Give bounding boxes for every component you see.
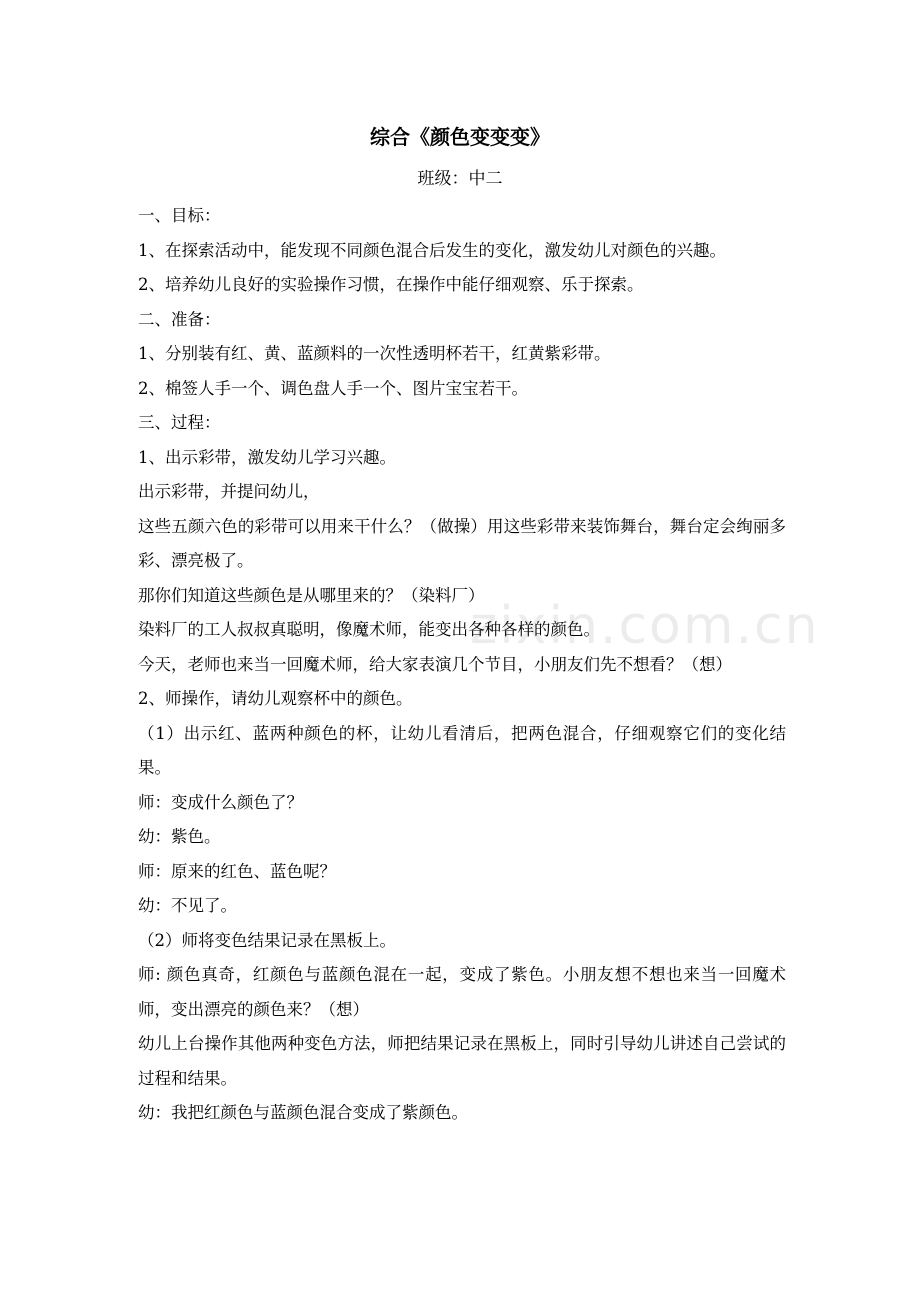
dialogue-line: 幼：不见了。 (138, 896, 237, 915)
document-body (138, 199, 786, 1131)
process-step-1: 1、出示彩带，激发幼儿学习兴趣。 (138, 447, 396, 467)
document-title: 综合《颜色变变变》 (370, 125, 550, 149)
paragraph: 这些五颜六色的彩带可以用来干什么？（做操）用这些彩带来装饰舞台，舞台定会绚丽多彩、漂亮极了。 (138, 516, 786, 570)
dialogue-line: 师：变成什么颜色了？ (138, 792, 303, 812)
preparation-item-2: 2、棉签人手一个、调色盘人手一个、图片宝宝若干。 (138, 378, 528, 398)
paragraph: 今天，老师也来当一回魔术师，给大家表演几个节目，小朋友们先不想看？（想） (138, 654, 732, 674)
watermark: zixin.com.cn (470, 596, 820, 656)
paragraph: 幼儿上台操作其他两种变色方法，师把结果记录在黑板上，同时引导幼儿讲述自己尝试的过程和结果。 (138, 1034, 786, 1088)
paragraph: 出示彩带，并提问幼儿， (138, 482, 320, 501)
section-heading-goals: 一、目标： (138, 206, 221, 225)
goal-item-1: 1、在探索活动中，能发现不同颜色混合后发生的变化，激发幼儿对颜色的兴趣。 (138, 240, 726, 260)
class-line: 班级：中二 (417, 169, 503, 189)
paragraph: （1）出示红、蓝两种颜色的杯，让幼儿看清后，把两色混合，仔细观察它们的变化结果。 (138, 723, 786, 777)
process-step-2: 2、师操作，请幼儿观察杯中的颜色。 (138, 689, 413, 708)
dialogue-line: 幼：紫色。 (138, 827, 221, 846)
dialogue-line: 幼：我把红颜色与蓝颜色混合变成了紫颜色。 (138, 1103, 468, 1122)
section-heading-process: 三、过程： (138, 413, 221, 432)
paragraph: （2）师将变色结果记录在黑板上。 (138, 930, 396, 950)
paragraph: 染料厂的工人叔叔真聪明，像魔术师，能变出各种各样的颜色。 (138, 620, 600, 639)
dialogue-line: 师：原来的红色、蓝色呢？ (138, 861, 336, 881)
goal-item-2: 2、培养幼儿良好的实验操作习惯，在操作中能仔细观察、乐于探索。 (138, 275, 644, 294)
dialogue-line: 师: 颜色真奇，红颜色与蓝颜色混在一起，变成了紫色。小朋友想不想也来当一回魔术师，变出漂亮的颜色来？（想） (138, 965, 786, 1019)
paragraph: 那你们知道这些颜色是从哪里来的？（染料厂） (138, 585, 485, 605)
section-heading-preparation: 二、准备： (138, 309, 221, 329)
preparation-item-1: 1、分别装有红、黄、蓝颜料的一次性透明杯若干，红黄紫彩带。 (138, 344, 611, 363)
